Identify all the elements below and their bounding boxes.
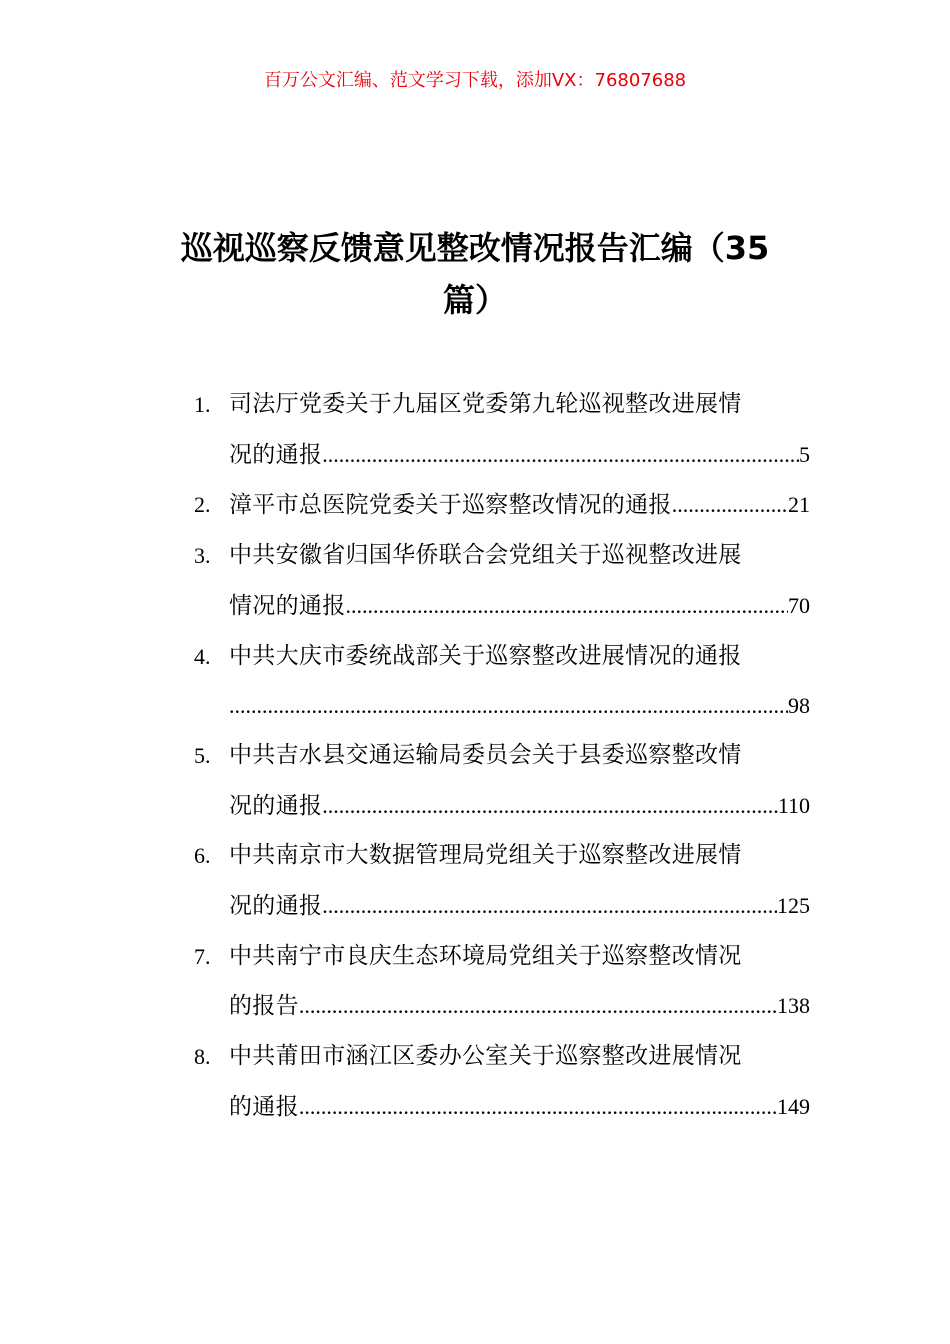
toc-line [229, 781, 810, 832]
toc-entry-2[interactable] [190, 480, 810, 531]
toc-title: 况的通报 [229, 792, 323, 819]
toc-title: 况的通报 [229, 893, 323, 920]
toc-page-number: 98 [788, 693, 810, 719]
toc-line [229, 632, 810, 682]
toc-entry-7[interactable] [190, 932, 810, 1032]
toc-number: 8. [194, 1044, 211, 1070]
toc-number: 5. [194, 742, 211, 768]
toc-leader-dots [672, 480, 788, 530]
toc-leader-dots [299, 981, 777, 1031]
document-title [140, 222, 810, 326]
toc-leader-dots [229, 681, 788, 731]
toc-line [229, 831, 810, 881]
toc-title: 中共大庆市委统战部关于巡察整改进展情况的通报 [229, 642, 742, 669]
toc-title: 中共南京市大数据管理局党组关于巡察整改进展情 [229, 842, 742, 869]
toc-line [229, 380, 810, 430]
toc-number: 4. [194, 643, 211, 669]
toc-line [229, 881, 810, 932]
toc-line [229, 1082, 810, 1133]
header-note: 百万公文汇编、范文学习下载，添加VX：76807688 [263, 70, 687, 91]
toc-line [229, 1032, 810, 1082]
toc-entry-5[interactable] [190, 731, 810, 831]
toc-line [229, 681, 810, 731]
toc-title: 司法厅党委关于九届区党委第九轮巡视整改进展情 [229, 391, 742, 417]
toc-number: 3. [194, 543, 211, 569]
toc-line [229, 932, 810, 982]
toc-line [229, 430, 810, 481]
toc-page-number: 125 [777, 893, 810, 919]
toc-line [229, 480, 810, 531]
toc-entry-1[interactable] [190, 380, 810, 480]
toc-title: 中共安徽省归国华侨联合会党组关于巡视整改进展 [229, 542, 742, 569]
toc-page-number: 70 [788, 592, 810, 618]
toc-page-number: 149 [777, 1093, 810, 1119]
toc-number: 2. [194, 492, 211, 518]
toc-page-number: 5 [799, 441, 810, 467]
toc-entry-3[interactable] [190, 531, 810, 631]
toc-line [229, 531, 810, 581]
toc-number: 1. [194, 392, 211, 417]
toc-line [229, 981, 810, 1032]
toc-leader-dots [346, 581, 789, 631]
toc-page-number: 110 [777, 792, 810, 818]
toc-leader-dots [322, 430, 799, 480]
table-of-contents [190, 380, 810, 1133]
toc-entry-6[interactable] [190, 831, 810, 931]
toc-title: 情况的通报 [229, 592, 346, 619]
toc-page-number: 138 [777, 993, 810, 1019]
toc-line [229, 731, 810, 781]
toc-number: 7. [194, 943, 211, 969]
toc-title: 中共莆田市涵江区委办公室关于巡察整改进展情况 [229, 1043, 742, 1070]
toc-leader-dots [322, 781, 778, 831]
toc-title: 的通报 [229, 1093, 299, 1120]
toc-leader-dots [299, 1082, 777, 1132]
toc-title: 况的通报 [229, 441, 323, 468]
toc-title: 中共南宁市良庆生态环境局党组关于巡察整改情况 [229, 942, 742, 969]
toc-title: 中共吉水县交通运输局委员会关于县委巡察整改情 [229, 741, 742, 768]
toc-title: 的报告 [229, 993, 299, 1020]
document-title-line-2: 篇） [442, 281, 507, 319]
toc-line [229, 581, 810, 632]
toc-entry-4[interactable] [190, 632, 810, 731]
document-title-line-1: 巡视巡察反馈意见整改情况报告汇编（35 [180, 229, 770, 267]
toc-entry-8[interactable] [190, 1032, 810, 1132]
toc-leader-dots [322, 881, 777, 931]
toc-page-number: 21 [788, 492, 810, 518]
toc-title: 漳平市总医院党委关于巡察整改情况的通报 [229, 492, 672, 519]
toc-number: 6. [194, 843, 211, 869]
